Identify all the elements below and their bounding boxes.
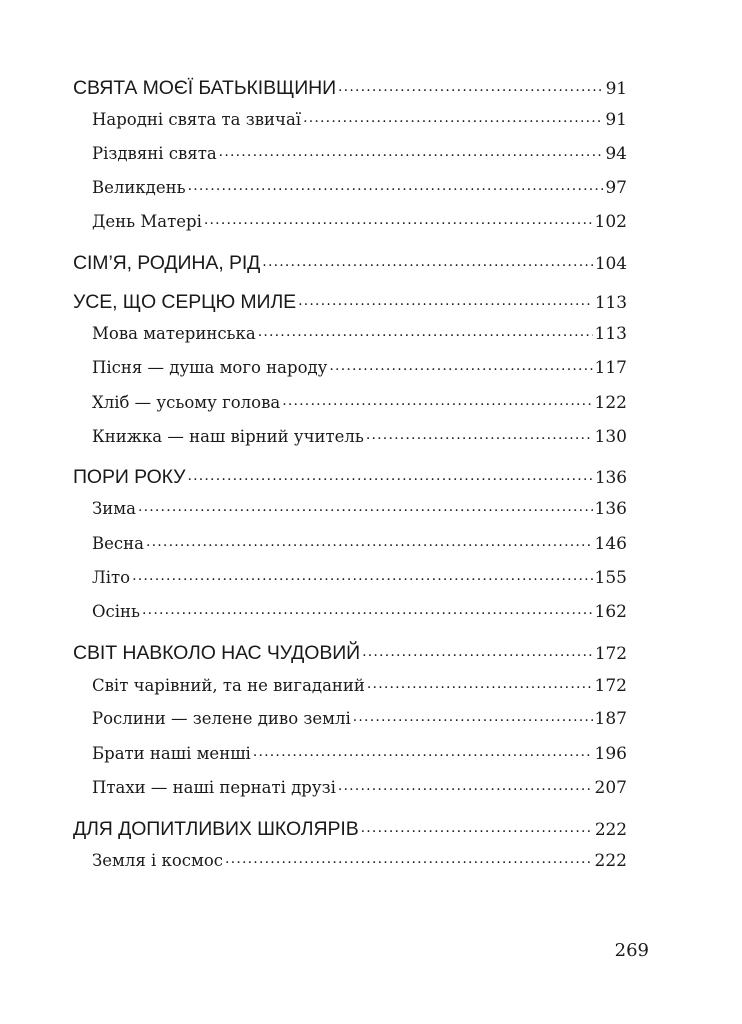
dot-leader (367, 674, 593, 691)
toc-entry-title: Книжка — наш вірний учитель (92, 426, 364, 446)
toc-entry-title: Рослини — зелене диво землі (92, 708, 351, 728)
dot-leader (303, 108, 603, 125)
toc-entry-title: Світ чарівний, та не вигаданий (92, 675, 365, 695)
toc-entry-title: ПОРИ РОКУ (73, 465, 186, 488)
toc-entry-page: 155 (594, 567, 627, 588)
toc-entry-page: 113 (594, 292, 627, 313)
toc-entry-page: 91 (605, 78, 627, 99)
toc-entry-page: 172 (594, 675, 627, 696)
toc-entry-page: 207 (594, 777, 627, 798)
toc-sub-entry[interactable] (92, 742, 627, 765)
dot-leader (329, 356, 592, 373)
toc-sub-entry[interactable] (92, 707, 627, 730)
toc-entry-page: 113 (594, 323, 627, 344)
toc-sub-entry[interactable] (92, 600, 627, 623)
toc-entry-page: 162 (594, 601, 627, 622)
toc-entry-title: СВЯТА МОЄЇ БАТЬКІВЩИНИ (73, 76, 337, 99)
dot-leader (187, 463, 592, 483)
toc-entry-title: ДЛЯ ДОПИТЛИВИХ ШКОЛЯРІВ (73, 817, 359, 840)
toc-entry-page: 97 (605, 177, 627, 198)
toc-entry-page: 91 (605, 109, 627, 130)
toc-sub-entry[interactable] (92, 391, 627, 414)
toc-sub-entry[interactable] (92, 532, 627, 555)
toc-entry-title: Літо (92, 567, 131, 587)
dot-leader (258, 322, 593, 339)
toc-section-entry[interactable] (73, 74, 627, 100)
toc-entry-title: Осінь (92, 601, 141, 621)
toc-entry-title: Народні свята та звичаї (92, 109, 302, 129)
toc-section-entry[interactable] (73, 249, 627, 275)
toc-entry-page: 196 (594, 743, 627, 764)
toc-entry-title: Птахи — наші пернаті друзі (92, 777, 336, 797)
dot-leader (262, 249, 593, 269)
toc-sub-entry[interactable] (92, 108, 627, 131)
toc-entry-page: 104 (594, 253, 627, 274)
toc-sub-entry[interactable] (92, 322, 627, 345)
toc-entry-title: УСЕ, ЩО СЕРЦЮ МИЛЕ (73, 290, 297, 313)
toc-entry-title: Брати наші менші (92, 743, 251, 763)
toc-section-entry[interactable] (73, 639, 627, 665)
toc-sub-entry[interactable] (92, 497, 627, 520)
toc-entry-title: День Матері (92, 211, 202, 231)
toc-entry-page: 117 (594, 357, 627, 378)
dot-leader (253, 742, 593, 759)
toc-entry-title: Зима (92, 498, 136, 518)
toc-section-entry[interactable] (73, 815, 627, 841)
toc-sub-entry[interactable] (92, 356, 627, 379)
dot-leader (366, 425, 593, 442)
dot-leader (225, 849, 593, 866)
toc-entry-title: Земля і космос (92, 850, 224, 870)
dot-leader (142, 600, 593, 617)
toc-entry-page: 222 (594, 850, 627, 871)
toc-entry-page: 222 (594, 819, 627, 840)
toc-entry-title: Мова материнська (92, 323, 256, 343)
dot-leader (361, 815, 593, 835)
dot-leader (338, 74, 604, 94)
dot-leader (138, 497, 593, 514)
toc-entry-title: Різдвяні свята (92, 143, 217, 163)
toc-sub-entry[interactable] (92, 776, 627, 799)
toc-entry-page: 136 (594, 498, 627, 519)
dot-leader (219, 142, 604, 159)
toc-entry-title: Хліб — усьому голова (92, 392, 281, 412)
toc-sub-entry[interactable] (92, 566, 627, 589)
toc-entry-page: 187 (594, 708, 627, 729)
dot-leader (188, 176, 604, 193)
toc-entry-title: Великдень (92, 177, 186, 197)
toc-entry-page: 130 (594, 426, 627, 447)
toc-sub-entry[interactable] (92, 425, 627, 448)
dot-leader (146, 532, 593, 549)
toc-entry-page: 136 (594, 467, 627, 488)
dot-leader (132, 566, 592, 583)
dot-leader (282, 391, 592, 408)
toc-entry-page: 102 (594, 211, 627, 232)
dot-leader (362, 639, 593, 659)
toc-entry-page: 94 (605, 143, 627, 164)
toc-entry-title: СВІТ НАВКОЛО НАС ЧУДОВИЙ (73, 641, 361, 664)
toc-entry-page: 122 (594, 392, 627, 413)
toc-section-entry[interactable] (73, 288, 627, 314)
toc-entry-page: 172 (594, 643, 627, 664)
dot-leader (298, 288, 593, 308)
dot-leader (204, 210, 593, 227)
toc-sub-entry[interactable] (92, 142, 627, 165)
toc-entry-title: Весна (92, 533, 144, 553)
toc-entry-title: Пісня — душа мого народу (92, 357, 328, 377)
dot-leader (338, 776, 593, 793)
toc-sub-entry[interactable] (92, 176, 627, 199)
toc-sub-entry[interactable] (92, 674, 627, 697)
dot-leader (353, 707, 593, 724)
toc-sub-entry[interactable] (92, 849, 627, 872)
toc-section-entry[interactable] (73, 463, 627, 489)
toc-entry-title: СІМ’Я, РОДИНА, РІД (73, 251, 261, 274)
page-number: 269 (614, 940, 649, 961)
toc-entry-page: 146 (594, 533, 627, 554)
toc-sub-entry[interactable] (92, 210, 627, 233)
